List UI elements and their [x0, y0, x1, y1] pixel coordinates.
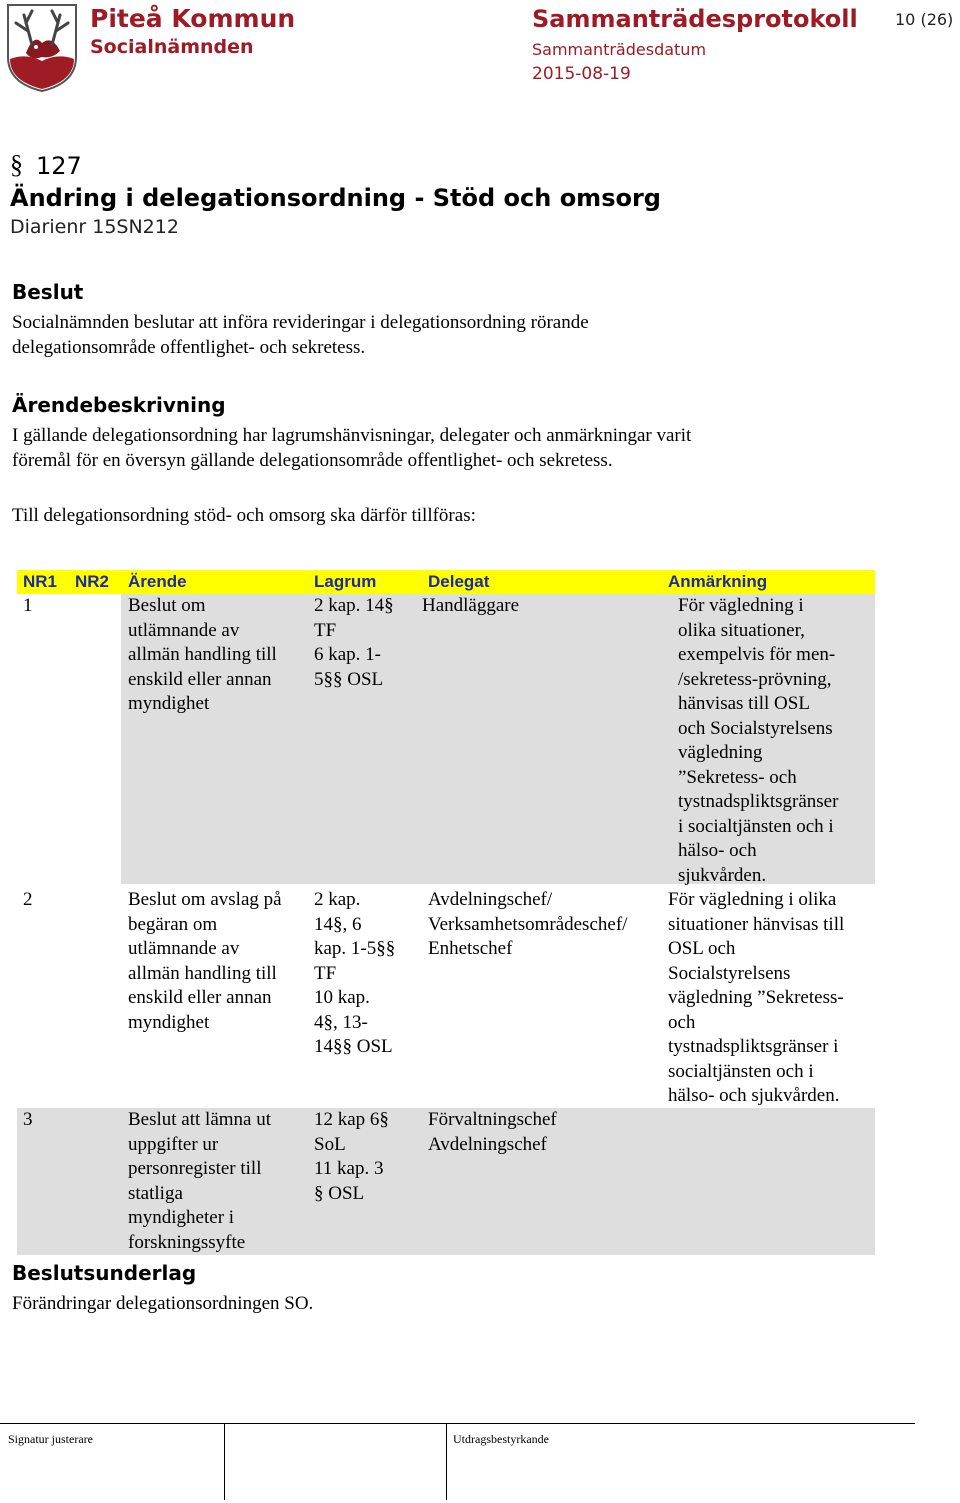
cell-line: allmän handling till: [128, 962, 277, 984]
cell-line: och: [668, 1011, 696, 1033]
cell-line: 2 kap. 14§: [314, 595, 394, 616]
cell-line: uppgifter ur: [128, 1133, 219, 1155]
cell-line: exempelvis för men-: [678, 644, 836, 665]
case-number: Diarienr 15SN212: [10, 216, 179, 238]
cell-line: myndighet: [128, 1011, 210, 1033]
cell-line: hälso- och: [678, 840, 757, 861]
cell-line: Förvaltningschef: [428, 1109, 557, 1130]
footer-divider: [0, 1423, 915, 1424]
meeting-date-label: Sammanträdesdatum: [532, 40, 707, 59]
cell-line: situationer hänvisas till: [668, 913, 845, 935]
cell-line: personregister till: [128, 1158, 262, 1179]
footer-column-divider: [224, 1424, 225, 1500]
cell-line: tystnadspliktsgränser i: [668, 1036, 839, 1057]
cell-line: Beslut om: [128, 595, 206, 616]
signature-label: Signatur justerare: [8, 1432, 93, 1446]
cell-line: Enhetschef: [428, 938, 513, 959]
cell-line: 2 kap.: [314, 889, 361, 910]
doc-title: Sammanträdesprotokoll: [532, 5, 858, 33]
cell-line: Socialstyrelsens: [668, 962, 791, 984]
paragraph-number: 127: [36, 152, 82, 180]
description-line: föremål för en översyn gällande delegationsområde offentlighet- och sekretess.: [12, 450, 613, 471]
cell-line: 14§§ OSL: [314, 1036, 393, 1057]
cell-line: allmän handling till: [128, 644, 277, 665]
table-header-row: [17, 570, 875, 594]
cell-line: socialtjänsten och i: [668, 1060, 814, 1082]
decision-line: delegationsområde offentlighet- och sekretess.: [12, 337, 366, 358]
cell-line: Handläggare: [422, 595, 520, 616]
cell-delegat: [422, 594, 519, 619]
paragraph-mark: §: [10, 150, 23, 179]
column-header-nr1: NR1: [23, 572, 58, 591]
cell-line: statliga: [128, 1182, 183, 1204]
cell-line: För vägledning i olika: [668, 889, 837, 910]
cell-line: Avdelningschef: [428, 1133, 547, 1155]
cell-anmarkning: [668, 888, 844, 1109]
cell-line: § OSL: [314, 1182, 365, 1204]
description-line: I gällande delegationsordning har lagrumshänvisningar, delegater och anmärkningar varit: [12, 425, 692, 446]
column-header-arende: Ärende: [128, 572, 187, 591]
cell-line: Beslut om avslag på: [128, 889, 282, 910]
table-row: [17, 888, 875, 1108]
cell-line: utlämnande av: [128, 938, 240, 959]
cell-line: myndighet: [128, 693, 210, 714]
column-header-anmarkning: Anmärkning: [668, 572, 768, 591]
cell-lagrum: [314, 594, 394, 692]
cell-nr1: 2: [23, 889, 33, 910]
cell-line: För vägledning i: [678, 595, 804, 616]
cell-arende: [128, 594, 277, 717]
cell-line: myndigheter i: [128, 1207, 235, 1228]
cell-anmarkning: [678, 594, 838, 888]
cell-line: 11 kap. 3: [314, 1158, 384, 1179]
cell-line: tystnadspliktsgränser: [678, 791, 839, 812]
cell-delegat: [428, 1108, 557, 1157]
cell-arende: [128, 1108, 271, 1255]
cell-line: Beslut att lämna ut: [128, 1109, 272, 1130]
cell-line: begäran om: [128, 913, 218, 935]
decision-text: [12, 310, 589, 360]
case-title: Ändring i delegationsordning - Stöd och omsorg: [10, 184, 661, 212]
decision-line: Socialnämnden beslutar att införa revideringar i delegationsordning rörande: [12, 312, 589, 333]
org-name: Piteå Kommun: [90, 4, 296, 33]
table-row: [17, 594, 875, 884]
cell-nr1: 3: [23, 1109, 33, 1130]
cell-lagrum: [314, 888, 395, 1060]
cell-line: i socialtjänsten och i: [678, 815, 834, 837]
meeting-date: 2015-08-19: [532, 64, 631, 84]
committee-name: Socialnämnden: [90, 36, 254, 58]
cell-line: 14§, 6: [314, 913, 362, 935]
cell-line: och Socialstyrelsens: [678, 717, 833, 739]
footer-column-divider: [446, 1424, 447, 1500]
column-header-nr2: NR2: [75, 572, 110, 591]
cell-nr1: 1: [23, 595, 33, 616]
column-header-delegat: Delegat: [428, 572, 490, 591]
description-intro: Till delegationsordning stöd- och omsorg ska därför tillföras:: [12, 505, 476, 526]
description-text: [12, 423, 691, 473]
table-row: [17, 1108, 875, 1255]
cell-lagrum: [314, 1108, 389, 1206]
cell-line: 4§, 13-: [314, 1011, 368, 1033]
cell-line: kap. 1-5§§: [314, 938, 396, 959]
cell-line: hänvisas till OSL: [678, 693, 810, 714]
cell-line: sjukvården.: [678, 864, 767, 886]
cell-line: OSL och: [668, 938, 736, 959]
page-number: 10 (26): [895, 10, 954, 29]
cell-line: 12 kap 6§: [314, 1109, 389, 1130]
cell-line: utlämnande av: [128, 619, 240, 641]
cell-arende: [128, 888, 282, 1035]
cell-line: 10 kap.: [314, 987, 370, 1008]
cell-line: SoL: [314, 1133, 346, 1155]
cell-line: /sekretess-prövning,: [678, 668, 832, 690]
basis-heading: Beslutsunderlag: [12, 1261, 197, 1285]
cell-line: olika situationer,: [678, 619, 805, 641]
cell-line: forskningssyfte: [128, 1231, 246, 1253]
cell-line: Verksamhetsområdeschef/: [428, 913, 628, 935]
cell-line: vägledning ”Sekretess-: [668, 987, 844, 1008]
description-heading: Ärendebeskrivning: [12, 393, 226, 417]
column-header-lagrum: Lagrum: [314, 572, 377, 591]
cell-line: enskild eller annan: [128, 987, 272, 1008]
cell-line: Avdelningschef/: [428, 889, 553, 910]
cell-line: 5§§ OSL: [314, 668, 384, 690]
cell-line: 6 kap. 1-: [314, 644, 382, 665]
cell-line: hälso- och sjukvården.: [668, 1085, 840, 1106]
decision-heading: Beslut: [12, 280, 84, 304]
cell-delegat: [428, 888, 627, 962]
extract-label: Utdragsbestyrkande: [453, 1432, 549, 1446]
cell-line: ”Sekretess- och: [678, 766, 797, 788]
basis-text: Förändringar delegationsordningen SO.: [12, 1293, 314, 1314]
cell-line: TF: [314, 619, 337, 641]
cell-line: TF: [314, 962, 337, 984]
cell-line: enskild eller annan: [128, 668, 272, 690]
reindeer-crest-icon: [6, 3, 78, 93]
cell-line: vägledning: [678, 742, 763, 763]
